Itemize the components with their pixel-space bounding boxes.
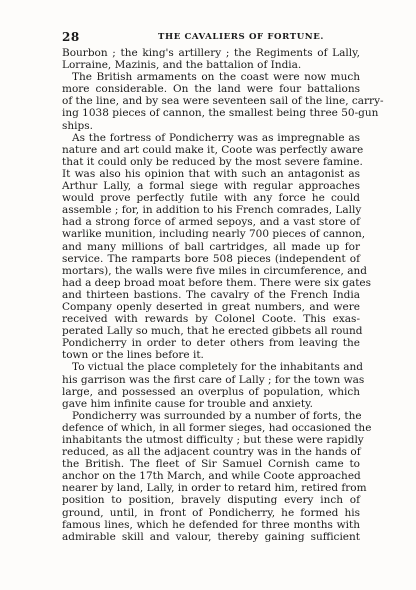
page-number: 28	[62, 30, 80, 44]
text-line: nearer by land, Lally, in order to retard him, retired from	[62, 482, 367, 495]
text-line: assemble ; for, in addition to his French comrades, Lally	[62, 204, 362, 217]
text-line: The British armaments on the coast were now much	[72, 71, 360, 84]
text-line: gave him infinite cause for trouble and anxiety.	[62, 397, 313, 410]
text-line: Pondicherry in order to deter others from leaving the	[62, 337, 360, 350]
text-line: his garrison was the first care of Lally ; for the town was	[62, 373, 365, 386]
text-line: large, and possessed an overplus of population, which	[62, 385, 360, 398]
text-line: nature and art could make it, Coote was perfectly aware	[62, 143, 364, 156]
text-line: mortars), the walls were five miles in circumference, and	[62, 264, 367, 277]
text-line: town or the lines before it.	[62, 349, 204, 362]
text-line: would prove perfectly futile with any force he could	[62, 192, 360, 205]
text-line: ships.	[62, 119, 93, 132]
body-text	[62, 47, 384, 543]
text-line: reduced, as all the adjacent country was in the hands of	[62, 446, 361, 459]
text-line: inhabitants the utmost difficulty ; but these were rapidly	[62, 434, 364, 446]
page-header	[62, 30, 358, 46]
text-line: ground, until, in front of Pondicherry, he formed his	[62, 506, 360, 519]
text-line: position to position, bravely disputing every inch of	[62, 494, 360, 507]
text-line: the British. The fleet of Sir Samuel Cornish came to	[62, 458, 360, 471]
text-line: warlike munition, including nearly 700 pieces of cannon,	[62, 228, 366, 241]
text-line: Company openly deserted in great numbers, and were	[62, 300, 360, 313]
text-line: Bourbon ; the king's artillery ; the Regiments of Lally,	[62, 47, 360, 59]
text-line: had a strong force of armed sepoys, and a vast store of	[62, 216, 360, 229]
text-line: and many millions of ball cartridges, all made up for	[62, 240, 360, 253]
text-line: As the fortress of Pondicherry was as impregnable as	[72, 131, 360, 144]
text-line: received with rewards by Colonel Coote. This exas-	[62, 313, 360, 326]
text-line: Pondicherry was surrounded by a number of forts, the	[72, 409, 362, 422]
text-line: had a deep broad moat before them. There were six gates	[62, 276, 372, 289]
text-line: more considerable. On the land were four battalions	[62, 83, 360, 96]
text-line: perated Lally so much, that he erected gibbets all round	[62, 325, 363, 338]
text-line: Lorraine, Mazinis, and the battalion of India.	[62, 59, 302, 72]
text-line: To victual the place completely for the inhabitants and	[72, 361, 364, 374]
text-line: of the line, and by sea were seventeen sail of the line, carry-	[62, 95, 384, 108]
text-line: Arthur Lally, a formal siege with regular approaches	[62, 180, 360, 193]
text-line: defence of which, in all former sieges, had occasioned the	[62, 421, 372, 434]
text-line: service. The ramparts bore 508 pieces (independent of	[62, 252, 360, 265]
text-line: and thirteen bastions. The cavalry of the French India	[62, 288, 360, 301]
text-line: ing 1038 pieces of cannon, the smallest being three 50-gun	[62, 107, 379, 120]
text-line: admirable skill and valour, thereby gaining sufficient	[62, 530, 360, 543]
running-head: THE CAVALIERS OF FORTUNE.	[157, 32, 324, 42]
text-line: famous lines, which he defended for three months with	[62, 518, 360, 531]
text-line: anchor on the 17th March, and while Coote approached	[62, 470, 361, 483]
text-line: It was also his opinion that with such an antagonist as	[62, 167, 360, 180]
text-line: that it could only be reduced by the most severe famine.	[62, 155, 363, 168]
